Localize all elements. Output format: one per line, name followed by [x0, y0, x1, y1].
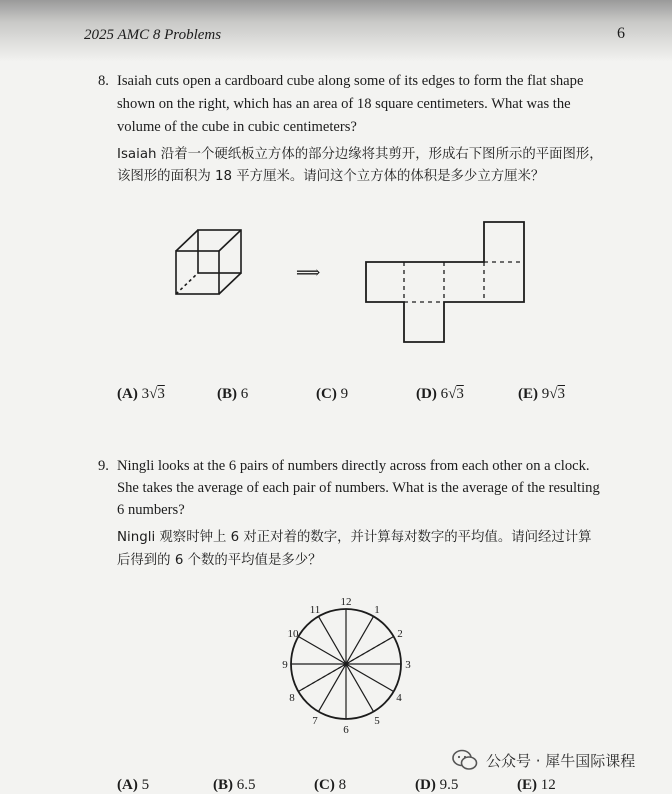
option-b: (B) 6: [217, 386, 249, 402]
option-b: (B) 6.5: [213, 777, 256, 793]
clock-number: 5: [374, 715, 380, 727]
watermark-text: 公众号 · 犀牛国际课程: [486, 751, 636, 770]
clock-number: 8: [289, 692, 295, 704]
page-header-title: 2025 AMC 8 Problems: [84, 27, 222, 43]
option-e: (E) 12: [517, 777, 556, 793]
problem8-text-line: Isaiah cuts open a cardboard cube along some of its edges to form the flat shape: [117, 73, 584, 89]
clock-number: 11: [309, 604, 321, 616]
implies-arrow: ⟹: [296, 263, 321, 282]
problem9-text-line: 6 numbers?: [117, 502, 185, 518]
problem8-number: 8.: [98, 73, 109, 89]
cube-figure: [176, 230, 241, 294]
option-a: (A) 3√3: [117, 386, 165, 402]
clock-number: 1: [374, 604, 380, 616]
clock-number: 10: [287, 628, 299, 640]
option-e: (E) 9√3: [518, 386, 565, 402]
problem9-text-line: Ningli looks at the 6 pairs of numbers directly across from each other on a clock.: [117, 458, 590, 474]
option-c: (C) 9: [316, 386, 349, 402]
problem9-text-line: She takes the average of each pair of numbers. What is the average of the resulting: [117, 480, 600, 496]
clock-number: 12: [340, 596, 352, 608]
option-c: (C) 8: [314, 777, 347, 793]
clock-number: 6: [343, 724, 349, 736]
problem9-chinese-line: 后得到的 6 个数的平均值是多少？: [117, 553, 322, 568]
problem8-text-line: volume of the cube in cubic centimeters?: [117, 119, 357, 135]
cube-net-figure: [366, 222, 524, 342]
problem8-text-line: shown on the right, which has an area of 18 square centimeters. What was the: [117, 96, 571, 112]
problem8-chinese-line: Isaiah 沿着一个硬纸板立方体的部分边缘将其剪开，形成右下图所示的平面图形，: [117, 147, 603, 162]
problem8-chinese-line: 该图形的面积为 18 平方厘米。请问这个立方体的体积是多少立方厘米？: [117, 169, 545, 184]
clock-number: 3: [405, 659, 411, 671]
option-d: (D) 6√3: [416, 386, 464, 402]
clock-number: 9: [282, 659, 288, 671]
problem9-number: 9.: [98, 458, 109, 474]
option-d: (D) 9.5: [415, 777, 459, 793]
option-a: (A) 5: [117, 777, 150, 793]
watermark: [452, 749, 635, 771]
page-number: 6: [617, 25, 625, 42]
clock-number: 4: [396, 692, 402, 704]
clock-number: 7: [312, 715, 318, 727]
wechat-icon: [452, 749, 478, 771]
problem9-chinese-line: Ningli 观察时钟上 6 对正对着的数字，并计算每对数字的平均值。请问经过计算: [117, 530, 592, 545]
clock-number: 2: [397, 628, 403, 640]
clock-figure: [291, 609, 401, 719]
